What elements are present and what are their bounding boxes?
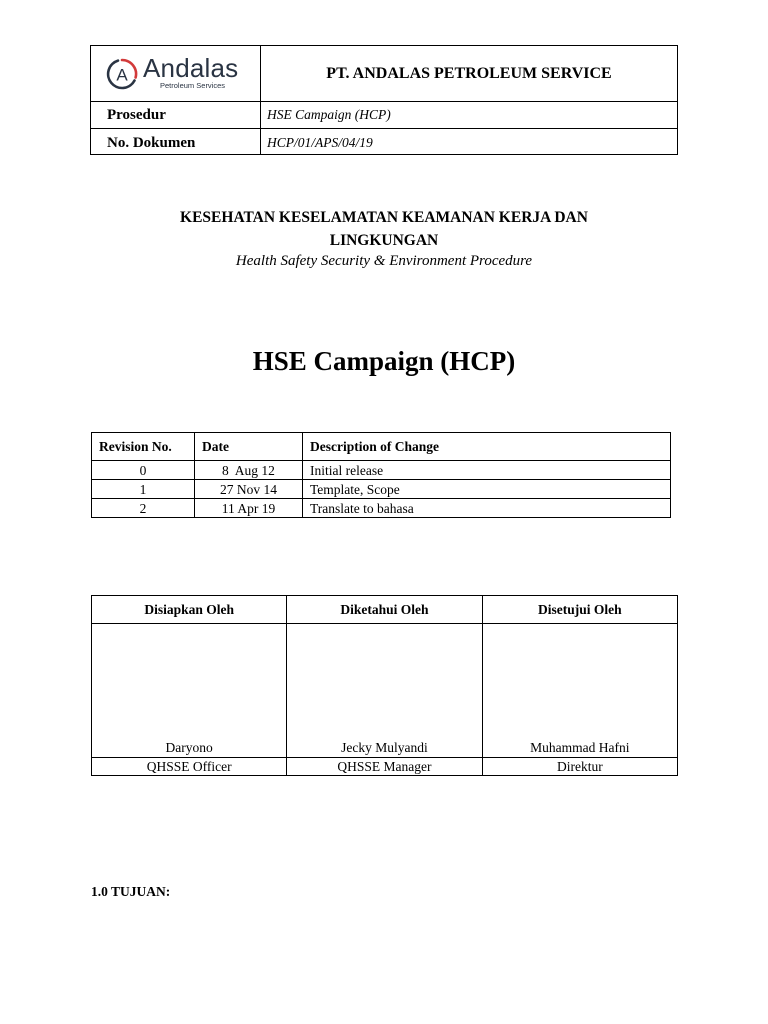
revision-description: Translate to bahasa <box>303 499 671 518</box>
approval-table <box>91 595 678 776</box>
prosedur-label: Prosedur <box>107 107 166 123</box>
revision-date: 8 Aug 12 <box>195 461 303 480</box>
table-row <box>92 499 671 518</box>
section-heading: 1.0 TUJUAN: <box>91 884 171 899</box>
date-header: Date <box>195 433 303 461</box>
company-logo <box>103 54 253 94</box>
approved-by-role: Direktur <box>482 758 677 776</box>
logo-letter: A <box>116 65 128 85</box>
approved-by-header: Disetujui Oleh <box>482 596 677 624</box>
prosedur-value: HSE Campaign (HCP) <box>267 107 391 122</box>
revision-no-header: Revision No. <box>92 433 195 461</box>
table-row <box>92 461 671 480</box>
revision-date: 27 Nov 14 <box>195 480 303 499</box>
heading-line-2: LINGKUNGAN <box>329 232 439 249</box>
header-table <box>90 45 678 155</box>
revision-no: 1 <box>92 480 195 499</box>
dokumen-label: No. Dokumen <box>107 135 196 151</box>
table-row <box>92 480 671 499</box>
company-name: PT. ANDALAS PETROLEUM SERVICE <box>326 64 612 82</box>
acknowledged-by-role: QHSSE Manager <box>287 758 482 776</box>
acknowledged-by-header: Diketahui Oleh <box>287 596 482 624</box>
logo-a-icon <box>106 58 138 90</box>
heading-line-1: KESEHATAN KESELAMATAN KEAMANAN KERJA DAN <box>180 209 588 226</box>
revision-no: 0 <box>92 461 195 480</box>
logo-name: Andalas <box>143 53 239 83</box>
approval-header-row <box>92 596 678 624</box>
role-row <box>92 758 678 776</box>
document-title: HSE Campaign (HCP) <box>252 346 516 376</box>
description-header: Description of Change <box>303 433 671 461</box>
revision-description: Template, Scope <box>303 480 671 499</box>
prepared-by-header: Disiapkan Oleh <box>92 596 287 624</box>
heading-subtitle: Health Safety Security & Environment Procedure <box>235 253 533 269</box>
revision-date: 11 Apr 19 <box>195 499 303 518</box>
revision-description: Initial release <box>303 461 671 480</box>
revision-no: 2 <box>92 499 195 518</box>
logo-subtitle: Petroleum Services <box>160 81 226 90</box>
revision-header-row <box>92 433 671 461</box>
revision-table <box>91 432 671 518</box>
prepared-by-name: Daryono <box>92 624 287 758</box>
prepared-by-role: QHSSE Officer <box>92 758 287 776</box>
dokumen-value: HCP/01/APS/04/19 <box>267 135 373 150</box>
signature-row <box>92 624 678 758</box>
acknowledged-by-name: Jecky Mulyandi <box>287 624 482 758</box>
approved-by-name: Muhammad Hafni <box>482 624 677 758</box>
